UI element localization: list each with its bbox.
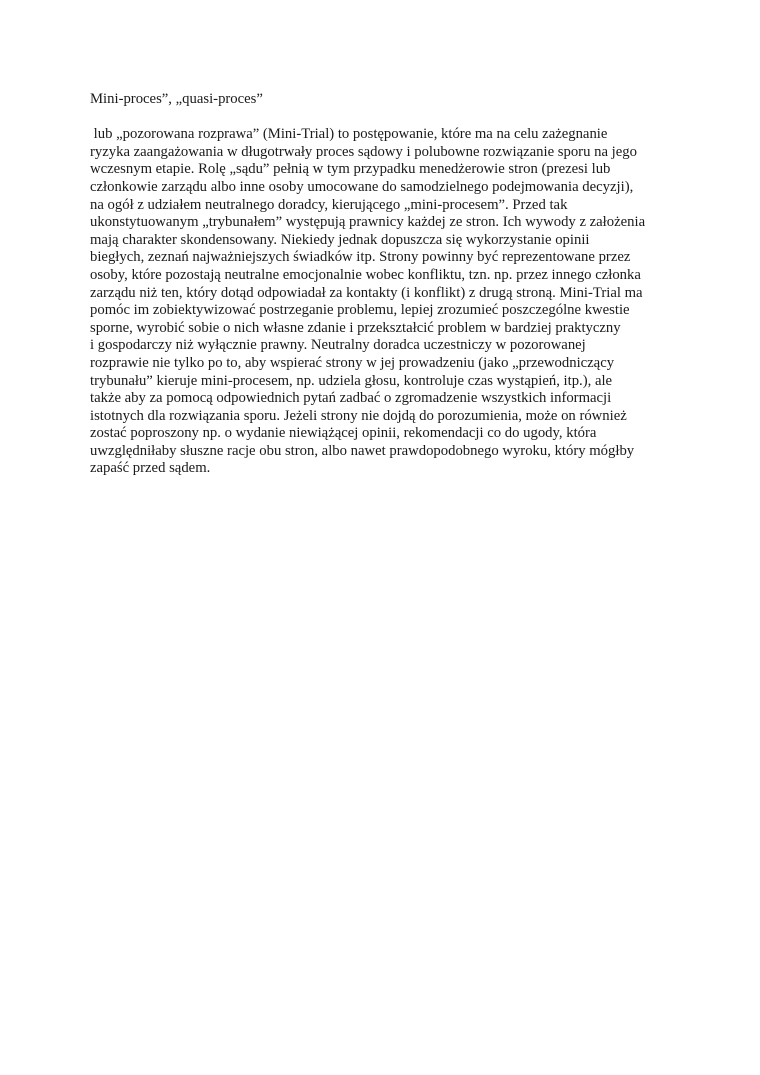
body-line: ryzyka zaangażowania w długotrwały proces sądowy i polubowne rozwiązanie sporu na jego [90, 143, 637, 160]
body-line: rozprawie nie tylko po to, aby wspierać strony w jej prowadzeniu (jako „przewodniczący [90, 354, 615, 371]
body-line: na ogół z udziałem neutralnego doradcy, kierującego „mini-procesem”. Przed tak [90, 196, 568, 213]
body-line: trybunału” kieruje mini-procesem, np. udziela głosu, kontroluje czas wystąpień, itp.), ale [90, 372, 613, 389]
body-line: wczesnym etapie. Rolę „sądu” pełnią w tym przypadku menedżerowie stron (prezesi lub [90, 161, 611, 178]
body-line: uwzględniłaby słuszne racje obu stron, albo nawet prawdopodobnego wyroku, który mógłby [90, 442, 635, 459]
document-title: Mini-proces”, „quasi-proces” [90, 91, 263, 107]
body-line: członkowie zarządu albo inne osoby umocowane do samodzielnego podejmowania decyzji), [90, 178, 634, 195]
body-line: zarządu niż ten, który dotąd odpowiadał za kontakty (i konflikt) z drugą stroną. Mini-Trial ma [90, 284, 643, 301]
body-line: zostać poproszony np. o wydanie niewiążącej opinii, rekomendacji co do ugody, która [90, 425, 597, 442]
body-line: także aby za pomocą odpowiednich pytań zadbać o zgromadzenie wszystkich informacji [90, 390, 612, 407]
body-line: ukonstytuowanym „trybunałem” występują prawnicy każdej ze stron. Ich wywody z założenia [90, 214, 646, 231]
body-line: i gospodarczy niż wyłącznie prawny. Neutralny doradca uczestniczy w pozorowanej [90, 337, 586, 354]
body-line: pomóc im zobiektywizować postrzeganie problemu, lepiej zrozumieć poszczególne kwestie [90, 302, 630, 319]
document-content [90, 91, 680, 478]
body-line: osoby, które pozostają neutralne emocjonalnie wobec konfliktu, tzn. np. przez innego członka [90, 266, 641, 283]
body-line: istotnych dla rozwiązania sporu. Jeżeli strony nie dojdą do porozumienia, może on również [90, 407, 627, 424]
body-line: biegłych, zeznań najważniejszych świadków itp. Strony powinny być reprezentowane przez [90, 249, 631, 266]
document-body [90, 126, 680, 478]
body-line: sporne, wyrobić sobie o nich własne zdanie i przekształcić problem w bardziej praktyczny [90, 319, 621, 336]
body-line: zapaść przed sądem. [90, 460, 211, 477]
body-line: lub „pozorowana rozprawa” (Mini-Trial) to postępowanie, które ma na celu zażegnanie [90, 126, 608, 143]
body-line: mają charakter skondensowany. Niekiedy jednak dopuszcza się wykorzystanie opinii [90, 231, 590, 248]
